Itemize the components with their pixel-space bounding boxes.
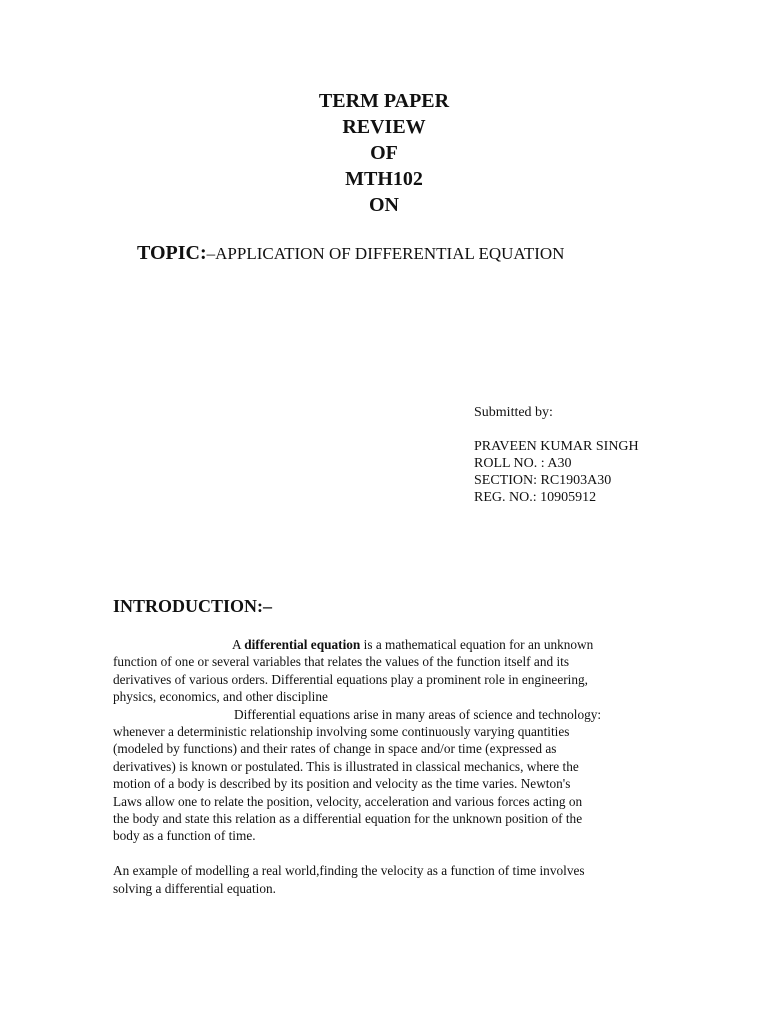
spacer xyxy=(474,421,639,438)
registration-number: REG. NO.: 10905912 xyxy=(474,490,597,505)
title-line-course: MTH102 xyxy=(345,168,423,190)
paragraph-line: derivatives of various orders. Differential equations play a prominent role in engineering, xyxy=(113,671,588,687)
section: SECTION: RC1903A30 xyxy=(474,473,612,488)
paragraph-line: the body and state this relation as a differential equation for the unknown position of the xyxy=(113,811,583,827)
introduction-heading: INTRODUCTION:– xyxy=(113,596,273,616)
student-name: PRAVEEN KUMAR SINGH xyxy=(474,439,639,454)
paragraph-line: whenever a deterministic relationship involving some continuously varying quantities xyxy=(113,724,570,740)
title-line-on: ON xyxy=(369,194,399,216)
paragraph-line: solving a differential equation. xyxy=(113,880,276,896)
introduction-body xyxy=(113,636,641,897)
roll-number: ROLL NO. : A30 xyxy=(474,456,572,471)
submitted-by-block xyxy=(474,404,639,506)
spacer xyxy=(113,845,641,862)
topic-line xyxy=(137,242,564,265)
title-line-review: REVIEW xyxy=(342,116,426,138)
paragraph-line: physics, economics, and other discipline xyxy=(113,689,328,705)
paragraph-line: Laws allow one to relate the position, velocity, acceleration and various forces acting on xyxy=(113,793,583,809)
paragraph-line: function of one or several variables that relates the values of the function itself and its xyxy=(113,654,570,670)
paragraph-line: motion of a body is described by its position and velocity as the time varies. Newton's xyxy=(113,776,571,792)
paragraph-line: body as a function of time. xyxy=(113,828,256,844)
paragraph-line: An example of modelling a real world,finding the velocity as a function of time involves xyxy=(113,863,585,879)
title-line-of: OF xyxy=(370,142,398,164)
bold-term: differential equation xyxy=(244,637,361,652)
paragraph-line: (modeled by functions) and their rates of change in space and/or time (expressed as xyxy=(113,741,557,757)
paragraph-text: is a mathematical equation for an unknown xyxy=(360,637,594,652)
topic-text: –APPLICATION OF DIFFERENTIAL EQUATION xyxy=(206,244,565,263)
topic-label: TOPIC: xyxy=(137,242,207,264)
paragraph-line xyxy=(113,636,641,653)
title-line-term-paper: TERM PAPER xyxy=(318,90,450,112)
paragraph-line: Differential equations arise in many areas of science and technology: xyxy=(234,706,602,722)
submitted-by-label: Submitted by: xyxy=(474,405,553,420)
paragraph-text: A xyxy=(232,637,245,652)
title-block xyxy=(0,88,768,218)
paragraph-line: derivatives) is known or postulated. This is illustrated in classical mechanics, where the xyxy=(113,758,579,774)
